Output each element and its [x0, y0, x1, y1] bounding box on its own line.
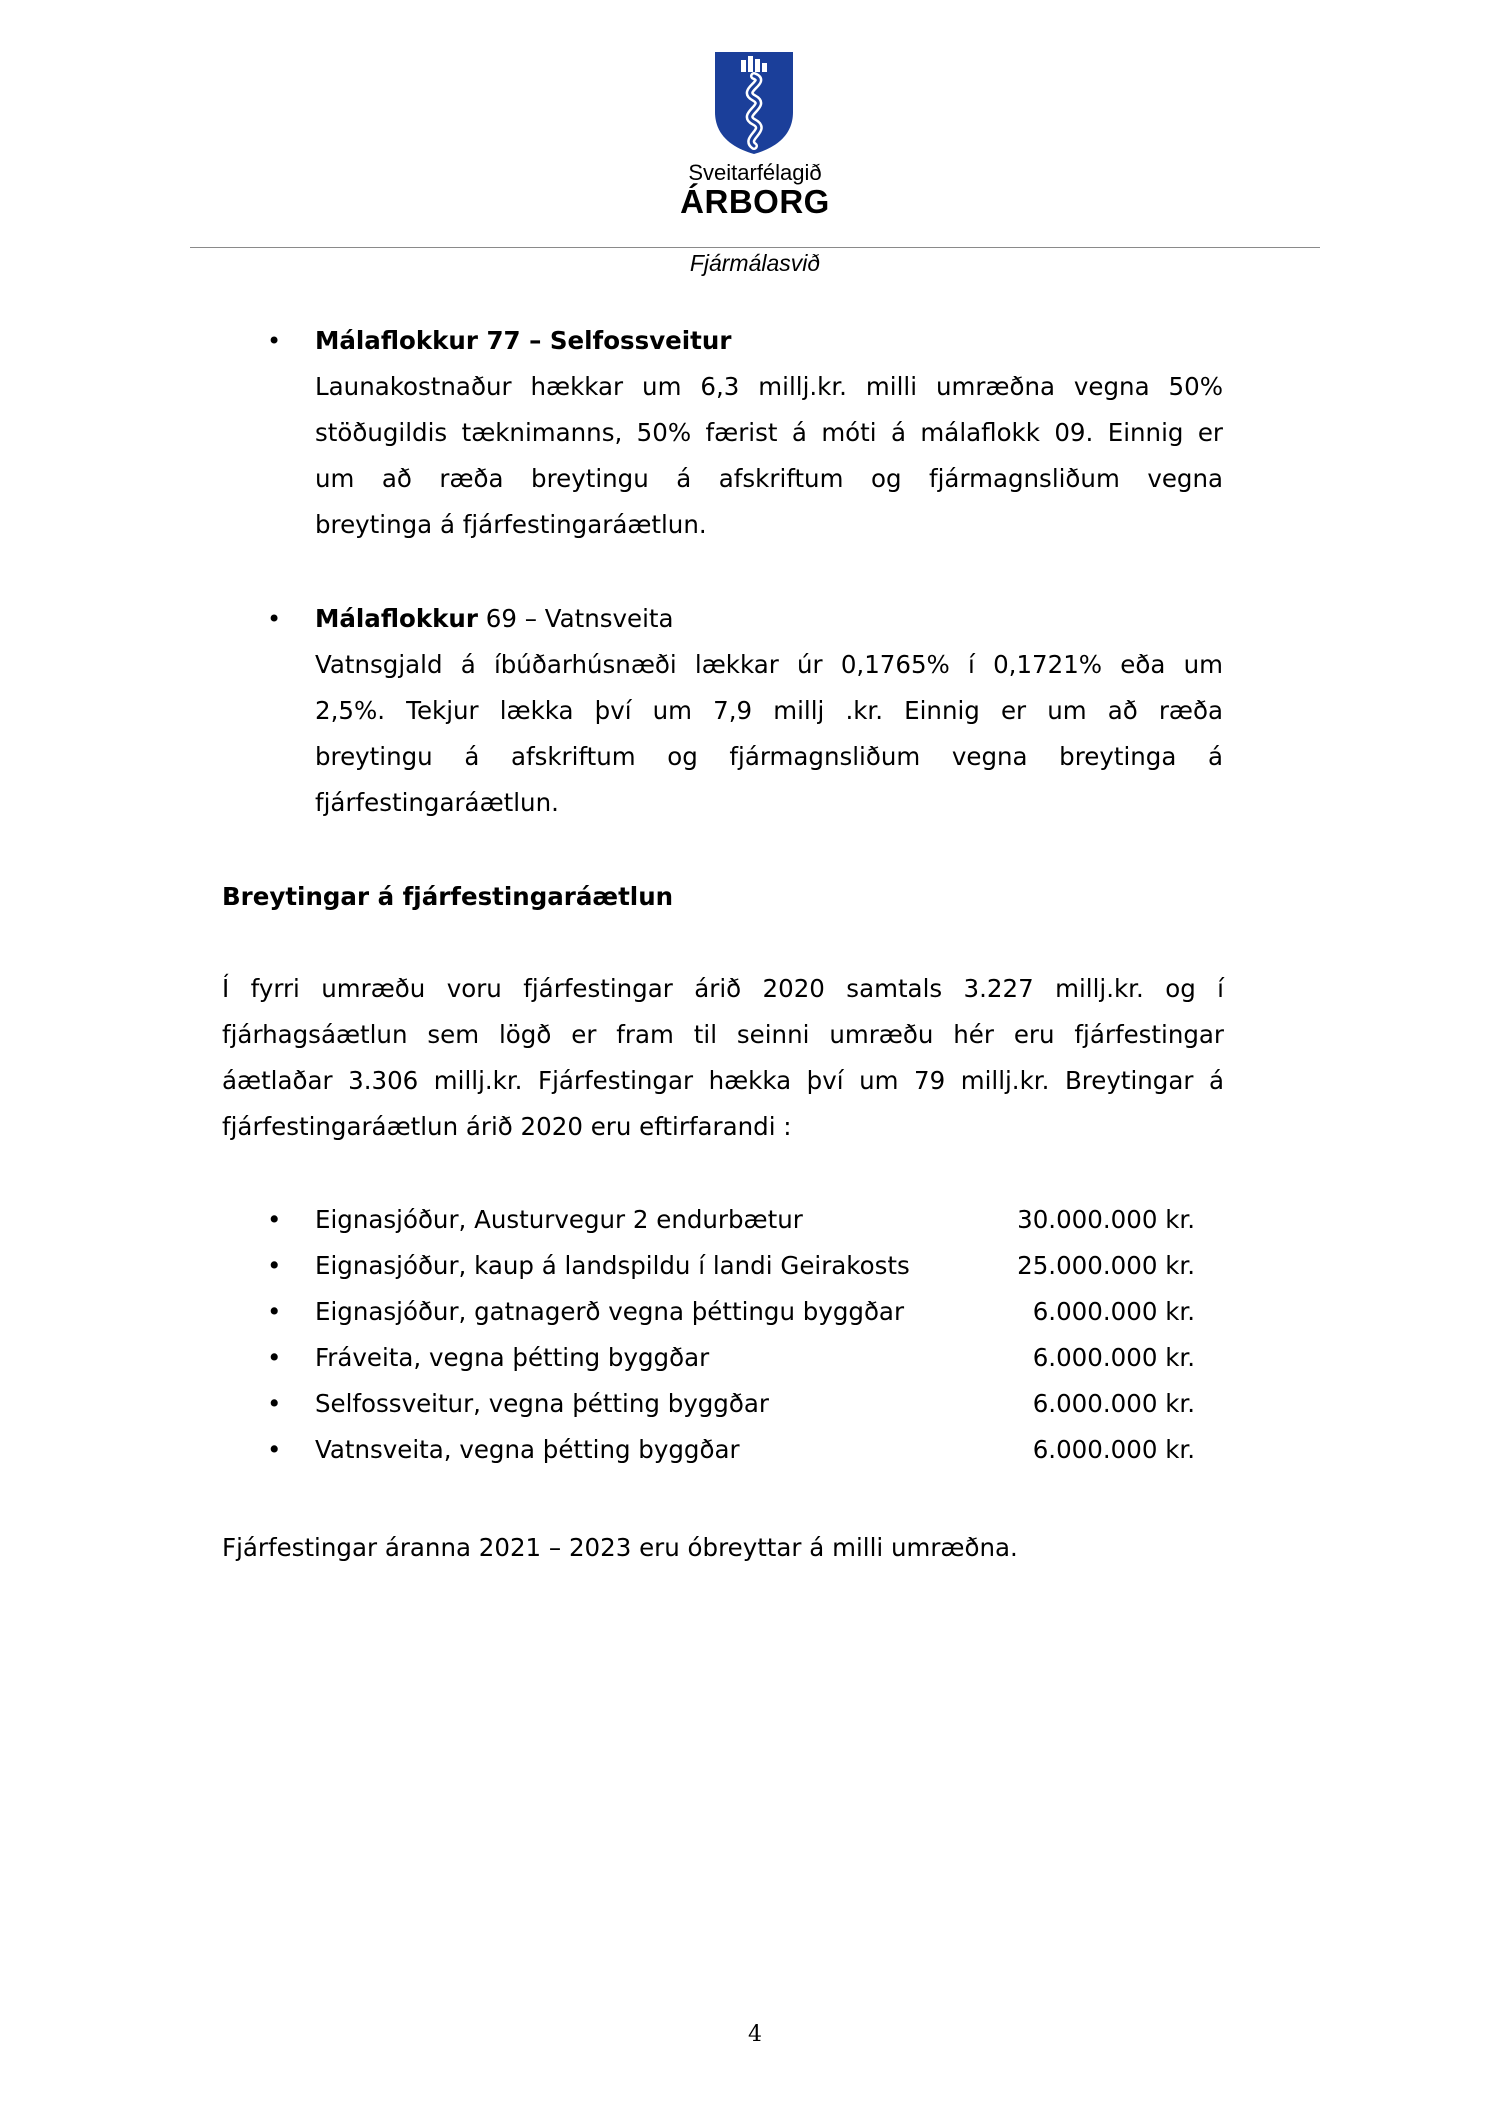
item-heading-bold: Málaflokkur — [315, 604, 478, 633]
investment-amount: 25.000.000 kr. — [1017, 1251, 1195, 1280]
list-item — [0, 1427, 1500, 1473]
investment-label: Eignasjóður, gatnagerð vegna þéttingu byggðar — [315, 1297, 905, 1326]
org-name-line2: ÁRBORG — [680, 183, 830, 220]
closing-sentence: Fjárfestingar áranna 2021 – 2023 eru óbreyttar á milli umræðna. — [222, 1533, 1018, 1562]
item-line: stöðugildis tæknimanns, 50% færist á móti á málaflokk 09. Einnig er — [315, 418, 1223, 447]
list-item — [0, 1243, 1500, 1289]
bullet-icon: • — [267, 1251, 282, 1280]
investment-label: Fráveita, vegna þétting byggðar — [315, 1343, 710, 1372]
item-line: Vatnsgjald á íbúðarhúsnæði lækkar úr 0,1765% í 0,1721% eða um — [315, 650, 1223, 679]
list-item — [0, 1381, 1500, 1427]
budget-item-69 — [315, 596, 1223, 826]
investment-label: Eignasjóður, Austurvegur 2 endurbætur — [315, 1205, 803, 1234]
list-item — [0, 1289, 1500, 1335]
page-number: 4 — [748, 2022, 762, 2047]
item-line: breytinga á fjárfestingaráætlun. — [315, 510, 707, 539]
section-heading: Breytingar á fjárfestingaráætlun — [222, 882, 674, 911]
budget-item-77 — [315, 318, 1223, 548]
bullet-icon: • — [267, 1435, 282, 1464]
investment-amount: 6.000.000 kr. — [1032, 1297, 1195, 1326]
item-heading-bold: Málaflokkur 77 – Selfossveitur — [315, 326, 732, 355]
bullet-icon: • — [267, 1205, 282, 1234]
investment-paragraph — [222, 966, 1224, 1150]
item-line: 2,5%. Tekjur lækka því um 7,9 millj .kr. Einnig er um að ræða — [315, 696, 1223, 725]
list-item — [0, 1197, 1500, 1243]
investment-amount: 6.000.000 kr. — [1032, 1343, 1195, 1372]
paragraph-line: Í fyrri umræðu voru fjárfestingar árið 2020 samtals 3.227 millj.kr. og í — [222, 974, 1224, 1003]
paragraph-line: áætlaðar 3.306 millj.kr. Fjárfestingar hækka því um 79 millj.kr. Breytingar á — [222, 1066, 1224, 1095]
department-label: Fjármálasvið — [689, 250, 821, 276]
bullet-icon: • — [267, 1389, 282, 1418]
paragraph-line: fjárfestingaráætlun árið 2020 eru eftirfarandi : — [222, 1112, 792, 1141]
bullet-icon: • — [267, 327, 282, 355]
investment-amount: 6.000.000 kr. — [1032, 1389, 1195, 1418]
investment-amount: 6.000.000 kr. — [1032, 1435, 1195, 1464]
item-line: Launakostnaður hækkar um 6,3 millj.kr. milli umræðna vegna 50% — [315, 372, 1223, 401]
bullet-icon: • — [267, 1343, 282, 1372]
header-divider — [190, 247, 1320, 248]
arborg-shield-logo — [713, 50, 795, 156]
bullet-icon: • — [267, 605, 282, 633]
org-name-line1: Sveitarfélagið — [688, 160, 822, 185]
item-heading — [315, 318, 1223, 364]
investment-amount: 30.000.000 kr. — [1017, 1205, 1195, 1234]
bullet-icon: • — [267, 1297, 282, 1326]
item-heading-rest: 69 – Vatnsveita — [477, 604, 674, 633]
item-line: fjárfestingaráætlun. — [315, 788, 559, 817]
investment-label: Vatnsveita, vegna þétting byggðar — [315, 1435, 740, 1464]
paragraph-line: fjárhagsáætlun sem lögð er fram til seinni umræðu hér eru fjárfestingar — [222, 1020, 1224, 1049]
item-heading — [315, 596, 1223, 642]
item-line: um að ræða breytingu á afskriftum og fjármagnsliðum vegna — [315, 464, 1223, 493]
list-item — [0, 1335, 1500, 1381]
investment-label: Selfossveitur, vegna þétting byggðar — [315, 1389, 769, 1418]
investment-label: Eignasjóður, kaup á landspildu í landi Geirakosts — [315, 1251, 910, 1280]
item-line: breytingu á afskriftum og fjármagnsliðum vegna breytinga á — [315, 742, 1223, 771]
